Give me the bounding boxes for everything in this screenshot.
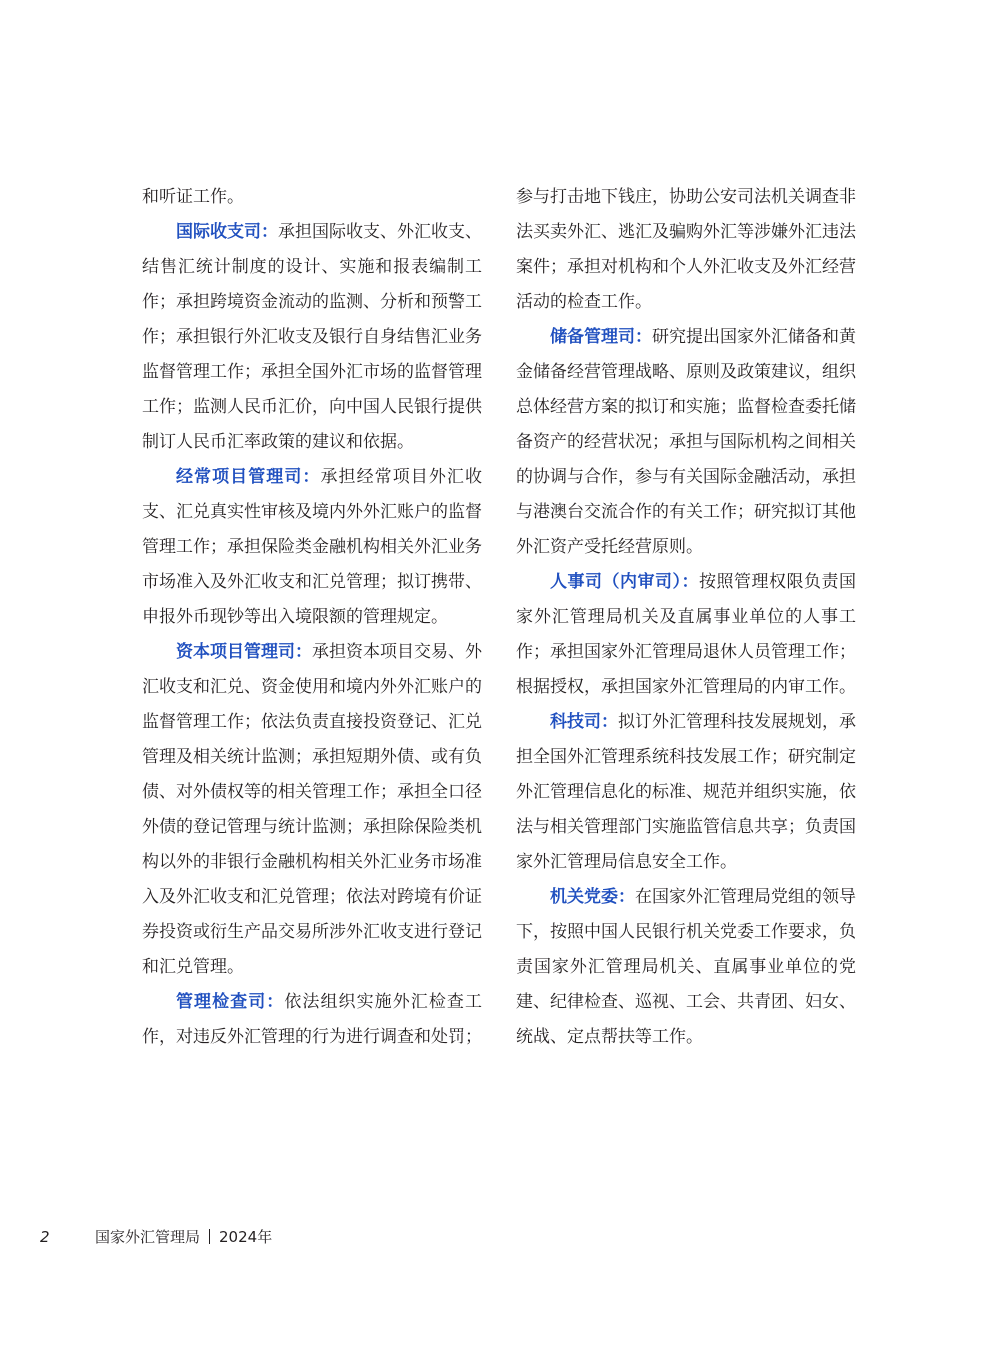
section-body: 研究提出国家外汇储备和黄金储备经营管理战略、原则及政策建议，组织总体经营方案的拟订和实施；监督检查委托储备资产的经营状况；承担与国际机构之间相关的协调与合作，参与有关国际金融活动，承担与港澳台交流合作的有关工作；研究拟订其他外汇资产受托经营原则。 [516,327,856,557]
section-body: 承担国际收支、外汇收支、结售汇统计制度的设计、实施和报表编制工作；承担跨境资金流动的监测、分析和预警工作；承担银行外汇收支及银行自身结售汇业务监督管理工作；承担全国外汇市场的监督管理工作；监测人民币汇价，向中国人民银行提供制订人民币汇率政策的建议和依据。 [142,222,482,452]
section-body: 按照管理权限负责国家外汇管理局机关及直属事业单位的人事工作；承担国家外汇管理局退休人员管理工作；根据授权，承担国家外汇管理局的内审工作。 [516,572,856,697]
footer-organization: 国家外汇管理局 [95,1228,201,1246]
section-inspection [142,985,482,1055]
section-heading: 资本项目管理司： [176,642,312,662]
right-column [516,180,856,1055]
section-heading: 国际收支司： [176,222,278,242]
section-heading: 科技司： [550,712,618,732]
section-body: 依法组织实施外汇检查工作，对违反外汇管理的行为进行调查和处罚； [142,992,482,1047]
section-body: 承担资本项目交易、外汇收支和汇兑、资金使用和境内外外汇账户的监督管理工作；依法负责直接投资登记、汇兑管理及相关统计监测；承担短期外债、或有负债、对外债权等的相关管理工作；承担全口径外债的登记管理与统计监测；承担除保险类机构以外的非银行金融机构相关外汇业务市场准入及外汇收支和汇兑管理；依法对跨境有价证券投资或衍生产品交易所涉外汇收支进行登记和汇兑管理。 [142,642,482,977]
section-body: 拟订外汇管理科技发展规划，承担全国外汇管理系统科技发展工作；研究制定外汇管理信息化的标准、规范并组织实施，依法与相关管理部门实施监管信息共享；负责国家外汇管理局信息安全工作。 [516,712,856,872]
footer-publication [95,1224,272,1250]
section-heading: 人事司（内审司）： [550,572,699,592]
section-party-committee [516,880,856,1055]
continuation-text: 参与打击地下钱庄，协助公安司法机关调查非法买卖外汇、逃汇及骗购外汇等涉嫌外汇违法案件；承担对机构和个人外汇收支及外汇经营活动的检查工作。 [516,187,856,312]
intro-tail: 和听证工作。 [142,187,244,207]
section-body: 在国家外汇管理局党组的领导下，按照中国人民银行机关党委工作要求，负责国家外汇管理局机关、直属事业单位的党建、纪律检查、巡视、工会、共青团、妇女、统战、定点帮扶等工作。 [516,887,856,1047]
section-technology [516,705,856,880]
footer-divider [209,1229,210,1244]
section-heading: 经常项目管理司： [176,467,321,487]
left-column [142,180,482,1055]
page-footer [0,1224,992,1250]
section-reserve [516,320,856,565]
section-current-account [142,460,482,635]
footer-year: 2024年 [219,1228,273,1246]
section-heading: 储备管理司： [550,327,652,347]
section-body: 承担经常项目外汇收支、汇兑真实性审核及境内外外汇账户的监督管理工作；承担保险类金融机构相关外汇业务市场准入及外汇收支和汇兑管理；拟订携带、申报外币现钞等出入境限额的管理规定。 [142,467,482,627]
section-intl-balance [142,215,482,460]
section-heading: 机关党委： [550,887,635,907]
section-personnel [516,565,856,705]
page-number: 2 [40,1228,50,1246]
section-capital-account [142,635,482,985]
section-heading: 管理检查司： [176,992,285,1012]
